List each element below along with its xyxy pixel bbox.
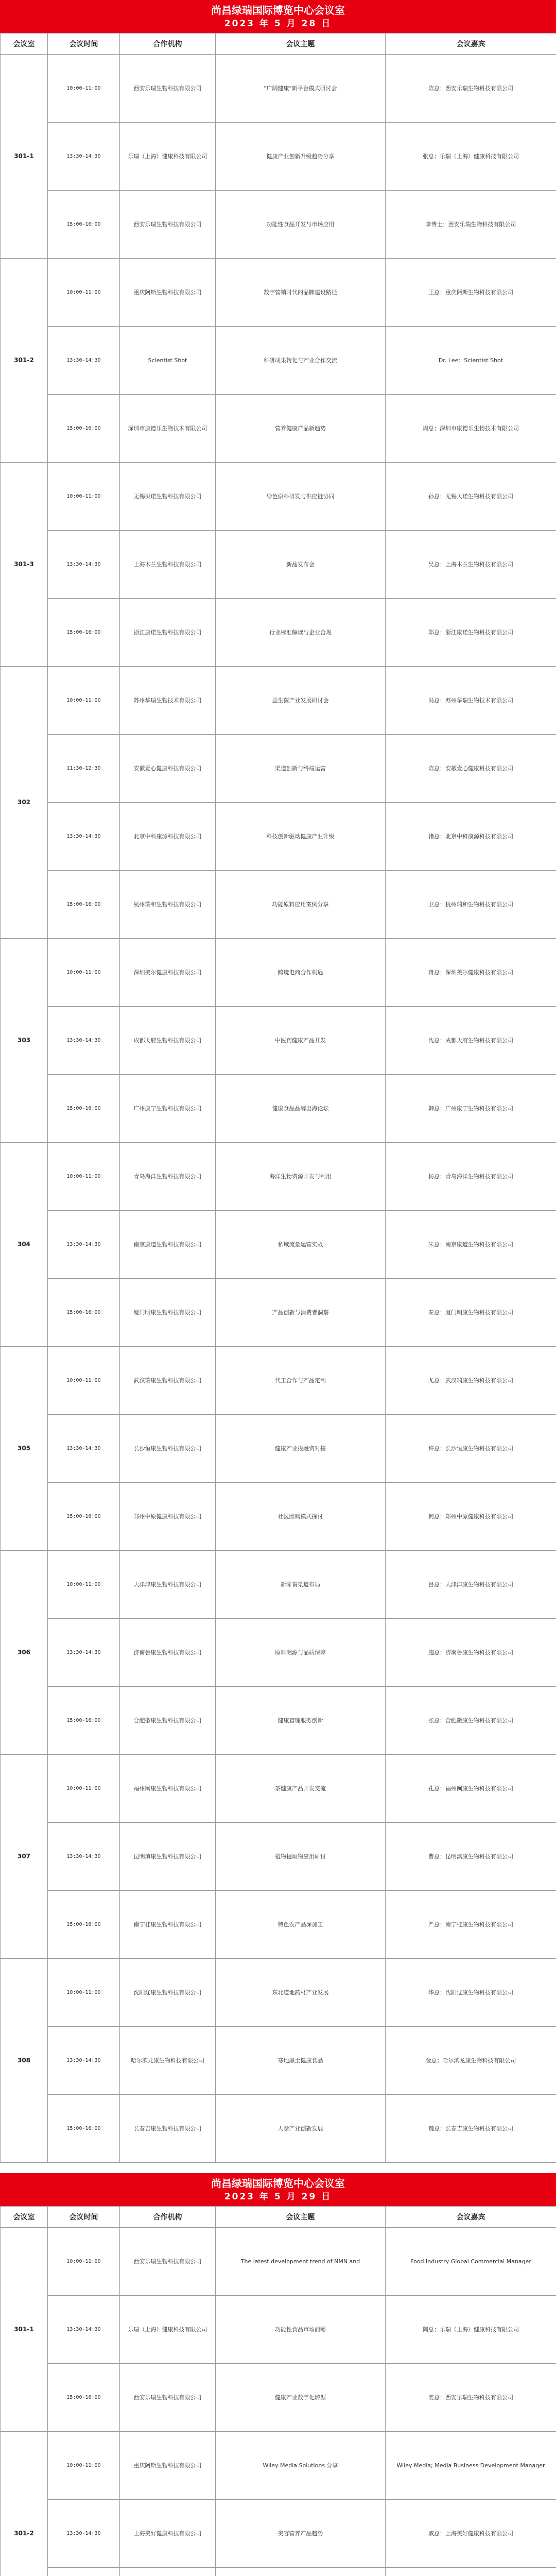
topic-cell: 绿色原料研发与供应链协同	[216, 463, 386, 531]
guests-cell: 曹总；昆明滇康生物科技有限公司	[386, 1823, 556, 1891]
time-cell: 15:00-16:00	[48, 2095, 120, 2163]
header-room: 会议室	[1, 2207, 48, 2228]
table-row	[1, 531, 556, 599]
time-cell: 11:30-12:30	[48, 735, 120, 803]
room-cell: 306	[1, 1551, 48, 1755]
time-cell: 10:00-11:00	[48, 2432, 120, 2500]
room-cell: 305	[1, 1347, 48, 1551]
guests-cell: 许总；长沙恒康生物科技有限公司	[386, 1415, 556, 1483]
room-cell: 303	[1, 939, 48, 1143]
company-cell: 长沙恒康生物科技有限公司	[120, 1415, 216, 1483]
section-title: 尚昌绿瑞国际博览中心会议室	[211, 4, 345, 16]
company-cell: 上海美好健康科技有限公司	[120, 2500, 216, 2568]
guests-cell: 朱总；南京康道生物科技有限公司	[386, 1211, 556, 1279]
topic-cell: 植物提取物应用研讨	[216, 1823, 386, 1891]
header-company: 合作机构	[120, 2207, 216, 2228]
topic-cell: 新品发布会	[216, 531, 386, 599]
room-cell: 308	[1, 1959, 48, 2163]
topic-cell: 健康产业数字化转型	[216, 2364, 386, 2432]
table-row	[1, 191, 556, 259]
table-row	[1, 667, 556, 735]
topic-cell: 社区团购模式探讨	[216, 1483, 386, 1551]
topic-cell: 益生菌产业发展研讨会	[216, 667, 386, 735]
time-cell: 10:00-11:00	[48, 1347, 120, 1415]
room-cell: 301-1	[1, 55, 48, 259]
topic-cell: 健康产业投融资对接	[216, 1415, 386, 1483]
topic-cell: 数字营销时代的品牌建设路径	[216, 259, 386, 327]
guests-cell: 严总；南宁桂康生物科技有限公司	[386, 1891, 556, 1959]
company-cell: 深圳美尔健康科技有限公司	[120, 939, 216, 1007]
guests-cell: 王总；重庆阿斯生物科技有限公司	[386, 259, 556, 327]
topic-cell: 跨境电商合作机遇	[216, 939, 386, 1007]
table-row	[1, 1619, 556, 1687]
topic-cell: 中医药健康产品开发	[216, 1007, 386, 1075]
company-cell: 西安乐瑞生物科技有限公司	[120, 191, 216, 259]
time-cell: 15:00-16:00	[48, 1075, 120, 1143]
header-time: 会议时间	[48, 33, 120, 55]
table-row	[1, 2095, 556, 2163]
table-row	[1, 599, 556, 667]
table-row	[1, 803, 556, 871]
company-cell: 南宁桂康生物科技有限公司	[120, 1891, 216, 1959]
time-cell: 10:00-11:00	[48, 1755, 120, 1823]
topic-cell: 功能性食品市场前瞻	[216, 2296, 386, 2364]
time-cell: 15:00-16:00	[48, 1279, 120, 1347]
guests-cell: 卫总；杭州瑞和生物科技有限公司	[386, 871, 556, 939]
topic-cell: Wiley Media Solutions 分享	[216, 2432, 386, 2500]
guests-cell: 尤总；武汉瑞康生物科技有限公司	[386, 1347, 556, 1415]
company-cell: 杭州瑞和生物科技有限公司	[120, 871, 216, 939]
guests-cell: 蒋总；深圳美尔健康科技有限公司	[386, 939, 556, 1007]
room-cell: 301-2	[1, 2432, 48, 2576]
topic-cell: "广阔健康"新平台模式研讨会	[216, 55, 386, 123]
time-cell: 15:00-16:00	[48, 1687, 120, 1755]
time-cell: 13:30-14:30	[48, 1619, 120, 1687]
company-cell: 上海木兰生物科技有限公司	[120, 531, 216, 599]
time-cell: 10:00-11:00	[48, 259, 120, 327]
time-cell: 13:30-14:30	[48, 2296, 120, 2364]
header-room: 会议室	[1, 33, 48, 55]
header-guests: 会议嘉宾	[386, 33, 556, 55]
time-cell: 15:00-16:00	[48, 191, 120, 259]
room-cell: 307	[1, 1755, 48, 1959]
header-row	[1, 33, 556, 55]
guests-cell: 戚总；上海美好健康科技有限公司	[386, 2500, 556, 2568]
topic-cell: 功能原料应用案例分享	[216, 871, 386, 939]
time-cell: 10:00-11:00	[48, 667, 120, 735]
guests-cell: 郑总；浙江康诺生物科技有限公司	[386, 599, 556, 667]
guests-cell: Wiley Media; Media Business Development Manager	[386, 2432, 556, 2500]
topic-cell: 新零售渠道布局	[216, 1551, 386, 1619]
company-cell: 郑州中原健康科技有限公司	[120, 1483, 216, 1551]
company-cell: 重庆阿斯生物科技有限公司	[120, 259, 216, 327]
table-row	[1, 1959, 556, 2027]
header-topic: 会议主题	[216, 33, 386, 55]
topic-cell: 美容营养产品趋势	[216, 2500, 386, 2568]
company-cell: 合肥徽康生物科技有限公司	[120, 1687, 216, 1755]
company-cell: 成都天府生物科技有限公司	[120, 1007, 216, 1075]
table-row	[1, 1823, 556, 1891]
guests-cell: 杨总；青岛海洋生物科技有限公司	[386, 1143, 556, 1211]
time-cell: 15:00-16:00	[48, 871, 120, 939]
topic-cell: 人参产业创新发展	[216, 2095, 386, 2163]
table-row	[1, 2228, 556, 2296]
guests-cell: Food Industry Global Commercial Manager	[386, 2228, 556, 2296]
company-cell	[120, 2568, 216, 2576]
guests-cell: 周总；深圳市康德乐生物技术有限公司	[386, 395, 556, 463]
table-row	[1, 1687, 556, 1755]
time-cell: 10:00-11:00	[48, 2228, 120, 2296]
table-row	[1, 1551, 556, 1619]
schedule-table	[0, 2206, 556, 2576]
schedule-section	[0, 2173, 556, 2576]
guests-cell: 秦总；厦门明康生物科技有限公司	[386, 1279, 556, 1347]
topic-cell: 营养健康产品新趋势	[216, 395, 386, 463]
guests-cell: 韩总；广州康宁生物科技有限公司	[386, 1075, 556, 1143]
table-row	[1, 123, 556, 191]
guests-cell: 张总；合肥徽康生物科技有限公司	[386, 1687, 556, 1755]
table-row	[1, 2568, 556, 2576]
table-row	[1, 327, 556, 395]
header-guests: 会议嘉宾	[386, 2207, 556, 2228]
company-cell: 天津津康生物科技有限公司	[120, 1551, 216, 1619]
guests-cell: 吴总；上海木兰生物科技有限公司	[386, 531, 556, 599]
guests-cell: 孙总；无锡贝诺生物科技有限公司	[386, 463, 556, 531]
time-cell: 13:30-14:30	[48, 531, 120, 599]
guests-cell: 吕总；天津津康生物科技有限公司	[386, 1551, 556, 1619]
time-cell: 13:30-14:30	[48, 123, 120, 191]
table-row	[1, 1483, 556, 1551]
time-cell: 13:30-14:30	[48, 327, 120, 395]
company-cell: 厦门明康生物科技有限公司	[120, 1279, 216, 1347]
guests-cell: 施总；济南鲁康生物科技有限公司	[386, 1619, 556, 1687]
table-row	[1, 1279, 556, 1347]
company-cell: 西安乐瑞生物科技有限公司	[120, 2364, 216, 2432]
header-time: 会议时间	[48, 2207, 120, 2228]
table-row	[1, 1415, 556, 1483]
time-cell: 15:00-16:00	[48, 599, 120, 667]
table-row	[1, 395, 556, 463]
time-cell: 13:30-14:30	[48, 1211, 120, 1279]
topic-cell: 健康产业创新升级趋势分享	[216, 123, 386, 191]
topic-cell: 原料溯源与品质保障	[216, 1619, 386, 1687]
room-cell: 302	[1, 667, 48, 939]
time-cell: 10:00-11:00	[48, 1551, 120, 1619]
table-row	[1, 1007, 556, 1075]
topic-cell: 健康食品品牌出海论坛	[216, 1075, 386, 1143]
guests-cell: 孔总；福州闽康生物科技有限公司	[386, 1755, 556, 1823]
guests-cell: 姜总；西安乐瑞生物科技有限公司	[386, 2364, 556, 2432]
guests-cell: 李博士；西安乐瑞生物科技有限公司	[386, 191, 556, 259]
guests-cell: 陈总；安徽壹心健康科技有限公司	[386, 735, 556, 803]
guests-cell: 陈总；西安乐瑞生物科技有限公司	[386, 55, 556, 123]
guests-cell: 张总；乐瑞（上海）健康科技有限公司	[386, 123, 556, 191]
section-gap	[0, 2163, 556, 2173]
guests-cell: 何总；郑州中原健康科技有限公司	[386, 1483, 556, 1551]
company-cell: 无锡贝诺生物科技有限公司	[120, 463, 216, 531]
table-row	[1, 871, 556, 939]
company-cell: 浙江康诺生物科技有限公司	[120, 599, 216, 667]
room-cell: 301-1	[1, 2228, 48, 2432]
guests-cell	[386, 2568, 556, 2576]
header-row	[1, 2207, 556, 2228]
room-cell: 301-3	[1, 463, 48, 667]
company-cell: 深圳市康德乐生物技术有限公司	[120, 395, 216, 463]
guests-cell: 魏总；长春吉康生物科技有限公司	[386, 2095, 556, 2163]
table-row	[1, 259, 556, 327]
topic-cell: 渠道创新与终端运营	[216, 735, 386, 803]
guests-cell: 华总；沈阳辽康生物科技有限公司	[386, 1959, 556, 2027]
table-row	[1, 735, 556, 803]
table-row	[1, 1755, 556, 1823]
table-row	[1, 55, 556, 123]
company-cell: 福州闽康生物科技有限公司	[120, 1755, 216, 1823]
time-cell: 15:00-16:00	[48, 395, 120, 463]
time-cell: 13:30-14:30	[48, 2027, 120, 2095]
time-cell: 13:30-14:30	[48, 803, 120, 871]
topic-cell: 私域流量运营实战	[216, 1211, 386, 1279]
time-cell: 13:30-14:30	[48, 1823, 120, 1891]
company-cell: 长春吉康生物科技有限公司	[120, 2095, 216, 2163]
company-cell: 南京康道生物科技有限公司	[120, 1211, 216, 1279]
company-cell: 济南鲁康生物科技有限公司	[120, 1619, 216, 1687]
table-row	[1, 2364, 556, 2432]
table-row	[1, 939, 556, 1007]
topic-cell: 行业标准解读与企业合规	[216, 599, 386, 667]
section-date: 2023 年 5 月 29 日	[224, 2192, 332, 2202]
time-cell: 10:00-11:00	[48, 1959, 120, 2027]
header-company: 合作机构	[120, 33, 216, 55]
section-date: 2023 年 5 月 28 日	[224, 19, 332, 29]
section-title: 尚昌绿瑞国际博览中心会议室	[211, 2177, 345, 2190]
topic-cell: 功能性食品开发与市场应用	[216, 191, 386, 259]
company-cell: 乐瑞（上海）健康科技有限公司	[120, 2296, 216, 2364]
company-cell: 重庆阿斯生物科技有限公司	[120, 2432, 216, 2500]
room-cell: 301-2	[1, 259, 48, 463]
topic-cell: The latest development trend of NMN and	[216, 2228, 386, 2296]
topic-cell: 产品创新与消费者洞察	[216, 1279, 386, 1347]
topic-cell: 科技创新驱动健康产业升级	[216, 803, 386, 871]
guests-cell: 冯总；苏州华瑞生物技术有限公司	[386, 667, 556, 735]
guests-cell: 褚总；北京中科康源科技有限公司	[386, 803, 556, 871]
topic-cell: 东北道地药材产业发展	[216, 1959, 386, 2027]
time-cell: 15:00-16:00	[48, 1891, 120, 1959]
company-cell: 青岛海洋生物科技有限公司	[120, 1143, 216, 1211]
company-cell: 北京中科康源科技有限公司	[120, 803, 216, 871]
topic-cell: 海洋生物资源开发与利用	[216, 1143, 386, 1211]
company-cell: 哈尔滨龙康生物科技有限公司	[120, 2027, 216, 2095]
time-cell: 13:30-14:30	[48, 1007, 120, 1075]
time-cell: 15:00-16:00	[48, 1483, 120, 1551]
table-row	[1, 2027, 556, 2095]
topic-cell: 科研成果转化与产业合作交流	[216, 327, 386, 395]
guests-cell: 陶总；乐瑞（上海）健康科技有限公司	[386, 2296, 556, 2364]
company-cell: 昆明滇康生物科技有限公司	[120, 1823, 216, 1891]
company-cell: 广州康宁生物科技有限公司	[120, 1075, 216, 1143]
room-cell: 304	[1, 1143, 48, 1347]
topic-cell: 代工合作与产品定制	[216, 1347, 386, 1415]
time-cell: 15:00-16:00	[48, 2364, 120, 2432]
company-cell: 沈阳辽康生物科技有限公司	[120, 1959, 216, 2027]
topic-cell: 特色农产品深加工	[216, 1891, 386, 1959]
table-row	[1, 1075, 556, 1143]
topic-cell	[216, 2568, 386, 2576]
company-cell: 安徽壹心健康科技有限公司	[120, 735, 216, 803]
topic-cell: 寒地黑土健康食品	[216, 2027, 386, 2095]
section-banner	[0, 0, 556, 33]
guests-cell: Dr. Lee；Scientist Shot	[386, 327, 556, 395]
table-row	[1, 1891, 556, 1959]
time-cell: 10:00-11:00	[48, 55, 120, 123]
table-row	[1, 1211, 556, 1279]
guests-cell: 金总；哈尔滨龙康生物科技有限公司	[386, 2027, 556, 2095]
time-cell: 10:00-11:00	[48, 1143, 120, 1211]
company-cell: 乐瑞（上海）健康科技有限公司	[120, 123, 216, 191]
company-cell: 苏州华瑞生物技术有限公司	[120, 667, 216, 735]
table-row	[1, 463, 556, 531]
time-cell: 13:30-14:30	[48, 2500, 120, 2568]
topic-cell: 茶健康产品开发交流	[216, 1755, 386, 1823]
table-row	[1, 2432, 556, 2500]
table-row	[1, 2296, 556, 2364]
time-cell: 13:30-14:30	[48, 1415, 120, 1483]
company-cell: Scientist Shot	[120, 327, 216, 395]
company-cell: 武汉瑞康生物科技有限公司	[120, 1347, 216, 1415]
table-row	[1, 2500, 556, 2568]
schedule-table	[0, 33, 556, 2163]
guests-cell: 沈总；成都天府生物科技有限公司	[386, 1007, 556, 1075]
time-cell: 10:00-11:00	[48, 463, 120, 531]
section-banner	[0, 2173, 556, 2206]
table-row	[1, 1347, 556, 1415]
company-cell: 西安乐瑞生物科技有限公司	[120, 2228, 216, 2296]
company-cell: 西安乐瑞生物科技有限公司	[120, 55, 216, 123]
time-cell: 10:00-11:00	[48, 939, 120, 1007]
header-topic: 会议主题	[216, 2207, 386, 2228]
topic-cell: 健康管理服务创新	[216, 1687, 386, 1755]
table-row	[1, 1143, 556, 1211]
time-cell	[48, 2568, 120, 2576]
